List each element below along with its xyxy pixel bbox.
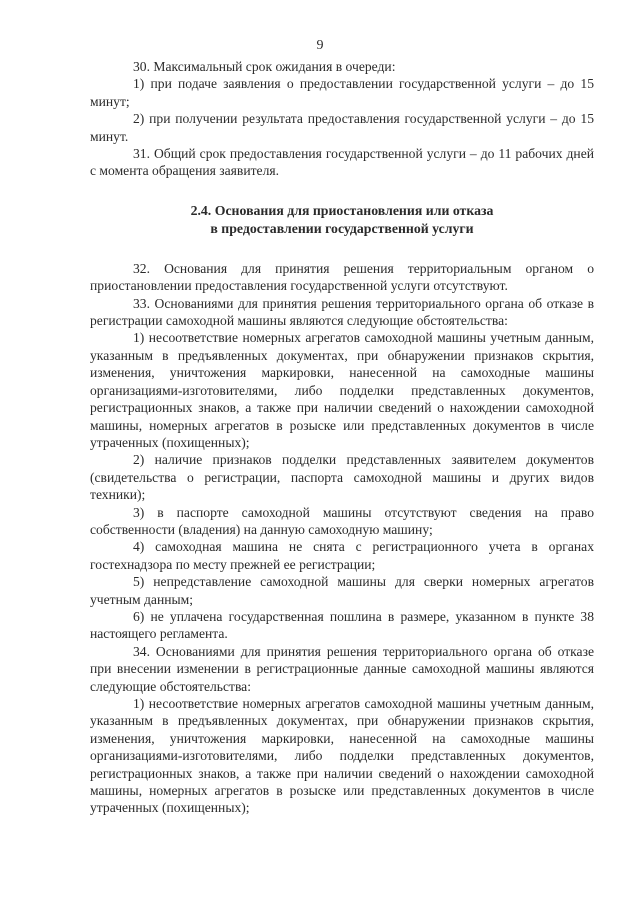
page-number: 9 xyxy=(316,38,324,53)
paragraph-33-item-6: 6) не уплачена государственная пошлина в размере, указанном в пункте 38 настоящего регламента. xyxy=(90,608,594,642)
paragraph-33-item-3: 3) в паспорте самоходной машины отсутствуют сведения на право собственности (владения) на данную самоходную машину; xyxy=(90,504,594,537)
paragraph-33-item-4: 4) самоходная машина не снята с регистрационного учета в органах гостехнадзора по месту прежней ее регистрации; xyxy=(90,539,594,572)
paragraph-33-item-2: 2) наличие признаков подделки представленных заявителем документов (свидетельства о регистрации, паспорта самоходной машины и других видов техники); xyxy=(90,452,594,503)
section-heading-line-2: в предоставлении государственной услуги xyxy=(210,220,474,236)
paragraph-30: 30. Максимальный срок ожидания в очереди: xyxy=(133,59,396,74)
paragraph-30-item-2: 2) при получении результата предоставления государственной услуги – до 15 минут. xyxy=(90,111,594,144)
paragraph-34-item-1: 1) несоответствие номерных агрегатов самоходной машины учетным данным, указанным в предъявленных документах, при обнаружении признаков скрытия, изменения, уничтожения маркировки, нанесенной на самоходные машины организациями-изготовителями, либо подделки представленных документов, регистрационных знаков, а также при наличии сведений о нахождении самоходной машины, номерных агрегатов в розыске или представленных документов в числе утраченных (похищенных); xyxy=(90,696,594,816)
paragraph-32: 32. Основания для принятия решения территориальным органом о приостановлении предоставления государственной услуги отсутствуют. xyxy=(90,260,594,294)
paragraph-33-item-1: 1) несоответствие номерных агрегатов самоходной машины учетным данным, указанным в предъявленных документах, при обнаружении признаков скрытия, изменения, уничтожения маркировки, нанесенной на самоходные машины организациями-изготовителями, либо подделки представленных документов, регистрационных знаков, а также при наличии сведений о нахождении самоходной машины, номерных агрегатов в розыске или представленных документов в числе утраченных (похищенных); xyxy=(90,330,594,450)
paragraph-30-item-1: 1) при подаче заявления о предоставлении государственной услуги – до 15 минут; xyxy=(90,76,594,109)
section-heading xyxy=(90,202,594,238)
paragraph-33-item-5: 5) непредставление самоходной машины для сверки номерных агрегатов учетным данным; xyxy=(90,574,594,607)
section-heading-line-1: 2.4. Основания для приостановления или отказа xyxy=(190,202,494,218)
paragraph-31: 31. Общий срок предоставления государственной услуги – до 11 рабочих дней с момента обращения заявителя. xyxy=(90,146,594,179)
paragraph-33: 33. Основаниями для принятия решения территориального органа об отказе в регистрации самоходной машины являются следующие обстоятельства: xyxy=(90,295,594,329)
paragraph-34: 34. Основаниями для принятия решения территориального органа об отказе при внесении изменении в регистрационные данные самоходной машины являются следующие обстоятельства: xyxy=(90,643,594,694)
document-body xyxy=(90,58,594,817)
